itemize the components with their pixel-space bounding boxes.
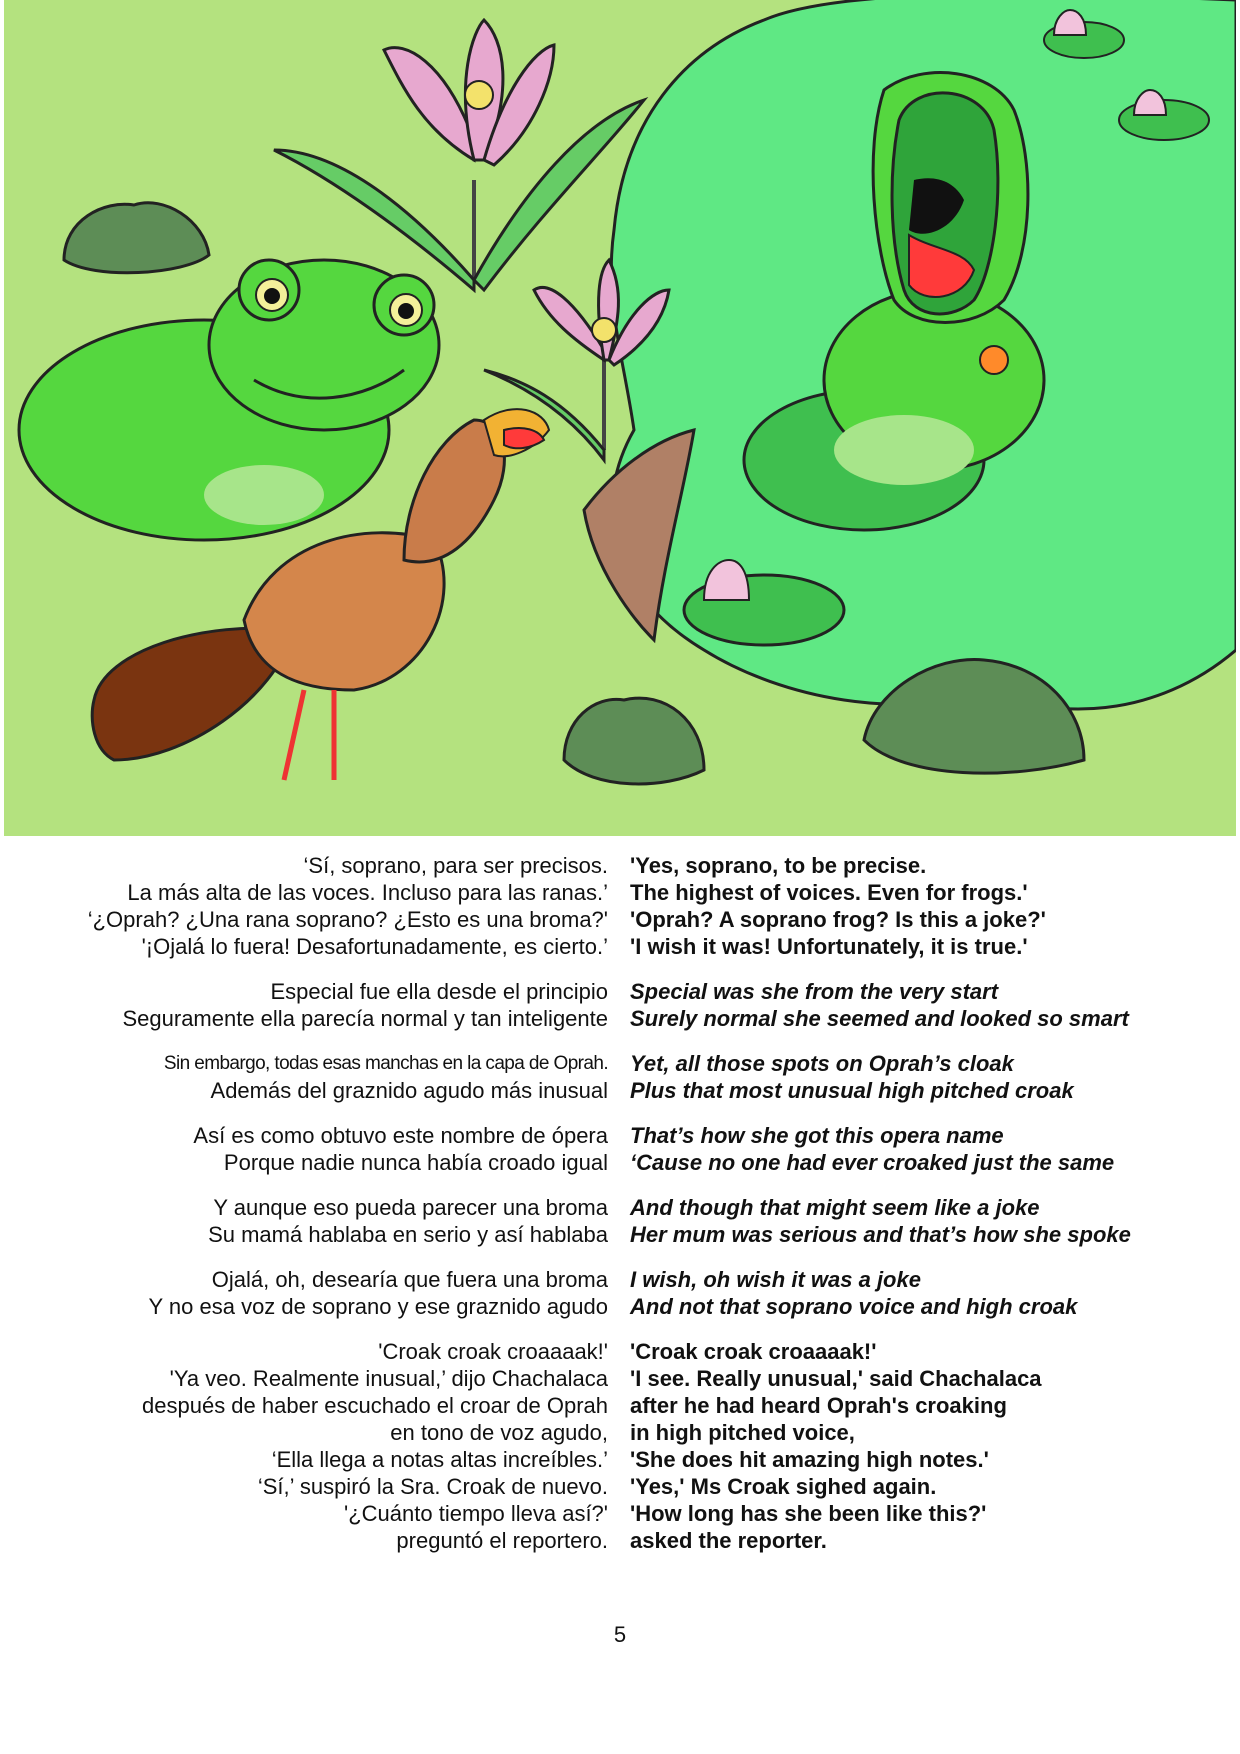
english-line: The highest of voices. Even for frogs.'	[630, 880, 1028, 905]
english-line: 'I see. Really unusual,' said Chachalaca	[630, 1366, 1042, 1391]
spanish-line: en tono de voz agudo,	[390, 1420, 608, 1445]
spanish-line: 'Ya veo. Realmente inusual,’ dijo Chachalaca	[169, 1366, 608, 1391]
spanish-line: Así es como obtuvo este nombre de ópera	[193, 1123, 608, 1148]
spanish-line: ‘¿Oprah? ¿Una rana soprano? ¿Esto es una broma?'	[87, 907, 608, 932]
english-column	[630, 1050, 1074, 1104]
english-line: asked the reporter.	[630, 1528, 827, 1553]
spanish-line: Y aunque eso pueda parecer una broma	[213, 1195, 608, 1220]
english-column	[630, 1122, 1114, 1176]
spanish-column	[142, 1338, 608, 1554]
english-column	[630, 1194, 1131, 1248]
rock	[564, 698, 704, 784]
spanish-line: '¿Cuánto tiempo lleva así?'	[344, 1501, 608, 1526]
english-line: 'How long has she been like this?'	[630, 1501, 987, 1526]
english-line: Surely normal she seemed and looked so smart	[630, 1006, 1129, 1031]
english-line: 'Oprah? A soprano frog? Is this a joke?'	[630, 907, 1046, 932]
spanish-line: Porque nadie nunca había croado igual	[223, 1150, 608, 1175]
spanish-column	[149, 1266, 608, 1320]
spanish-line: '¡Ojalá lo fuera! Desafortunadamente, es cierto.’	[141, 934, 608, 959]
spanish-line: Seguramente ella parecía normal y tan inteligente	[122, 1006, 608, 1031]
spanish-line: Y no esa voz de soprano y ese graznido agudo	[148, 1294, 608, 1319]
spanish-line: ‘Sí, soprano, para ser precisos.	[303, 853, 608, 878]
spanish-line: Ojalá, oh, desearía que fuera una broma	[211, 1267, 608, 1292]
spanish-line: preguntó el reportero.	[396, 1528, 608, 1553]
english-line: after he had heard Oprah's croaking	[630, 1393, 1007, 1418]
spanish-line: Especial fue ella desde el principio	[270, 979, 608, 1004]
english-column	[630, 978, 1129, 1032]
spanish-column	[208, 1194, 608, 1248]
spanish-column	[164, 1050, 608, 1104]
english-line: That’s how she got this opera name	[630, 1123, 1004, 1148]
spanish-line: Además del graznido agudo más inusual	[210, 1078, 608, 1103]
english-line: Plus that most unusual high pitched croak	[630, 1078, 1074, 1103]
page-number: 5	[613, 1622, 627, 1647]
spanish-column	[122, 978, 608, 1032]
english-line: I wish, oh wish it was a joke	[630, 1267, 921, 1292]
english-line: 'I wish it was! Unfortunately, it is true.'	[630, 934, 1028, 959]
spanish-column	[193, 1122, 608, 1176]
english-column	[630, 852, 1046, 960]
english-line: Yet, all those spots on Oprah’s cloak	[630, 1051, 1014, 1076]
spanish-line: La más alta de las voces. Incluso para las ranas.’	[127, 880, 608, 905]
english-line: And not that soprano voice and high croak	[630, 1294, 1078, 1319]
english-line: 'Yes, soprano, to be precise.	[630, 853, 927, 878]
frog-left	[19, 260, 439, 540]
lily-flower	[384, 20, 554, 165]
rock	[64, 203, 209, 273]
english-line: ‘Cause no one had ever croaked just the same	[630, 1150, 1115, 1175]
english-line: in high pitched voice,	[630, 1420, 855, 1445]
english-line: 'Croak croak croaaaak!'	[630, 1339, 877, 1364]
spanish-column	[88, 852, 608, 960]
spanish-line: ‘Sí,’ suspiró la Sra. Croak de nuevo.	[257, 1474, 608, 1499]
spanish-line: Su mamá hablaba en serio y así hablaba	[208, 1222, 608, 1247]
spanish-line: 'Croak croak croaaaak!'	[378, 1339, 608, 1364]
spanish-line: ‘Ella llega a notas altas increíbles.’	[271, 1447, 608, 1472]
spanish-line: después de haber escuchado el croar de Oprah	[142, 1393, 608, 1418]
spanish-line: Sin embargo, todas esas manchas en la capa de Oprah.	[163, 1053, 608, 1074]
english-line: Her mum was serious and that’s how she spoke	[630, 1222, 1131, 1247]
english-line: Special was she from the very start	[630, 979, 999, 1004]
english-line: 'Yes,' Ms Croak sighed again.	[630, 1474, 937, 1499]
story-illustration	[4, 0, 1236, 836]
english-line: And though that might seem like a joke	[630, 1195, 1040, 1220]
english-column	[630, 1338, 1042, 1554]
english-column	[630, 1266, 1077, 1320]
english-line: 'She does hit amazing high notes.'	[630, 1447, 989, 1472]
